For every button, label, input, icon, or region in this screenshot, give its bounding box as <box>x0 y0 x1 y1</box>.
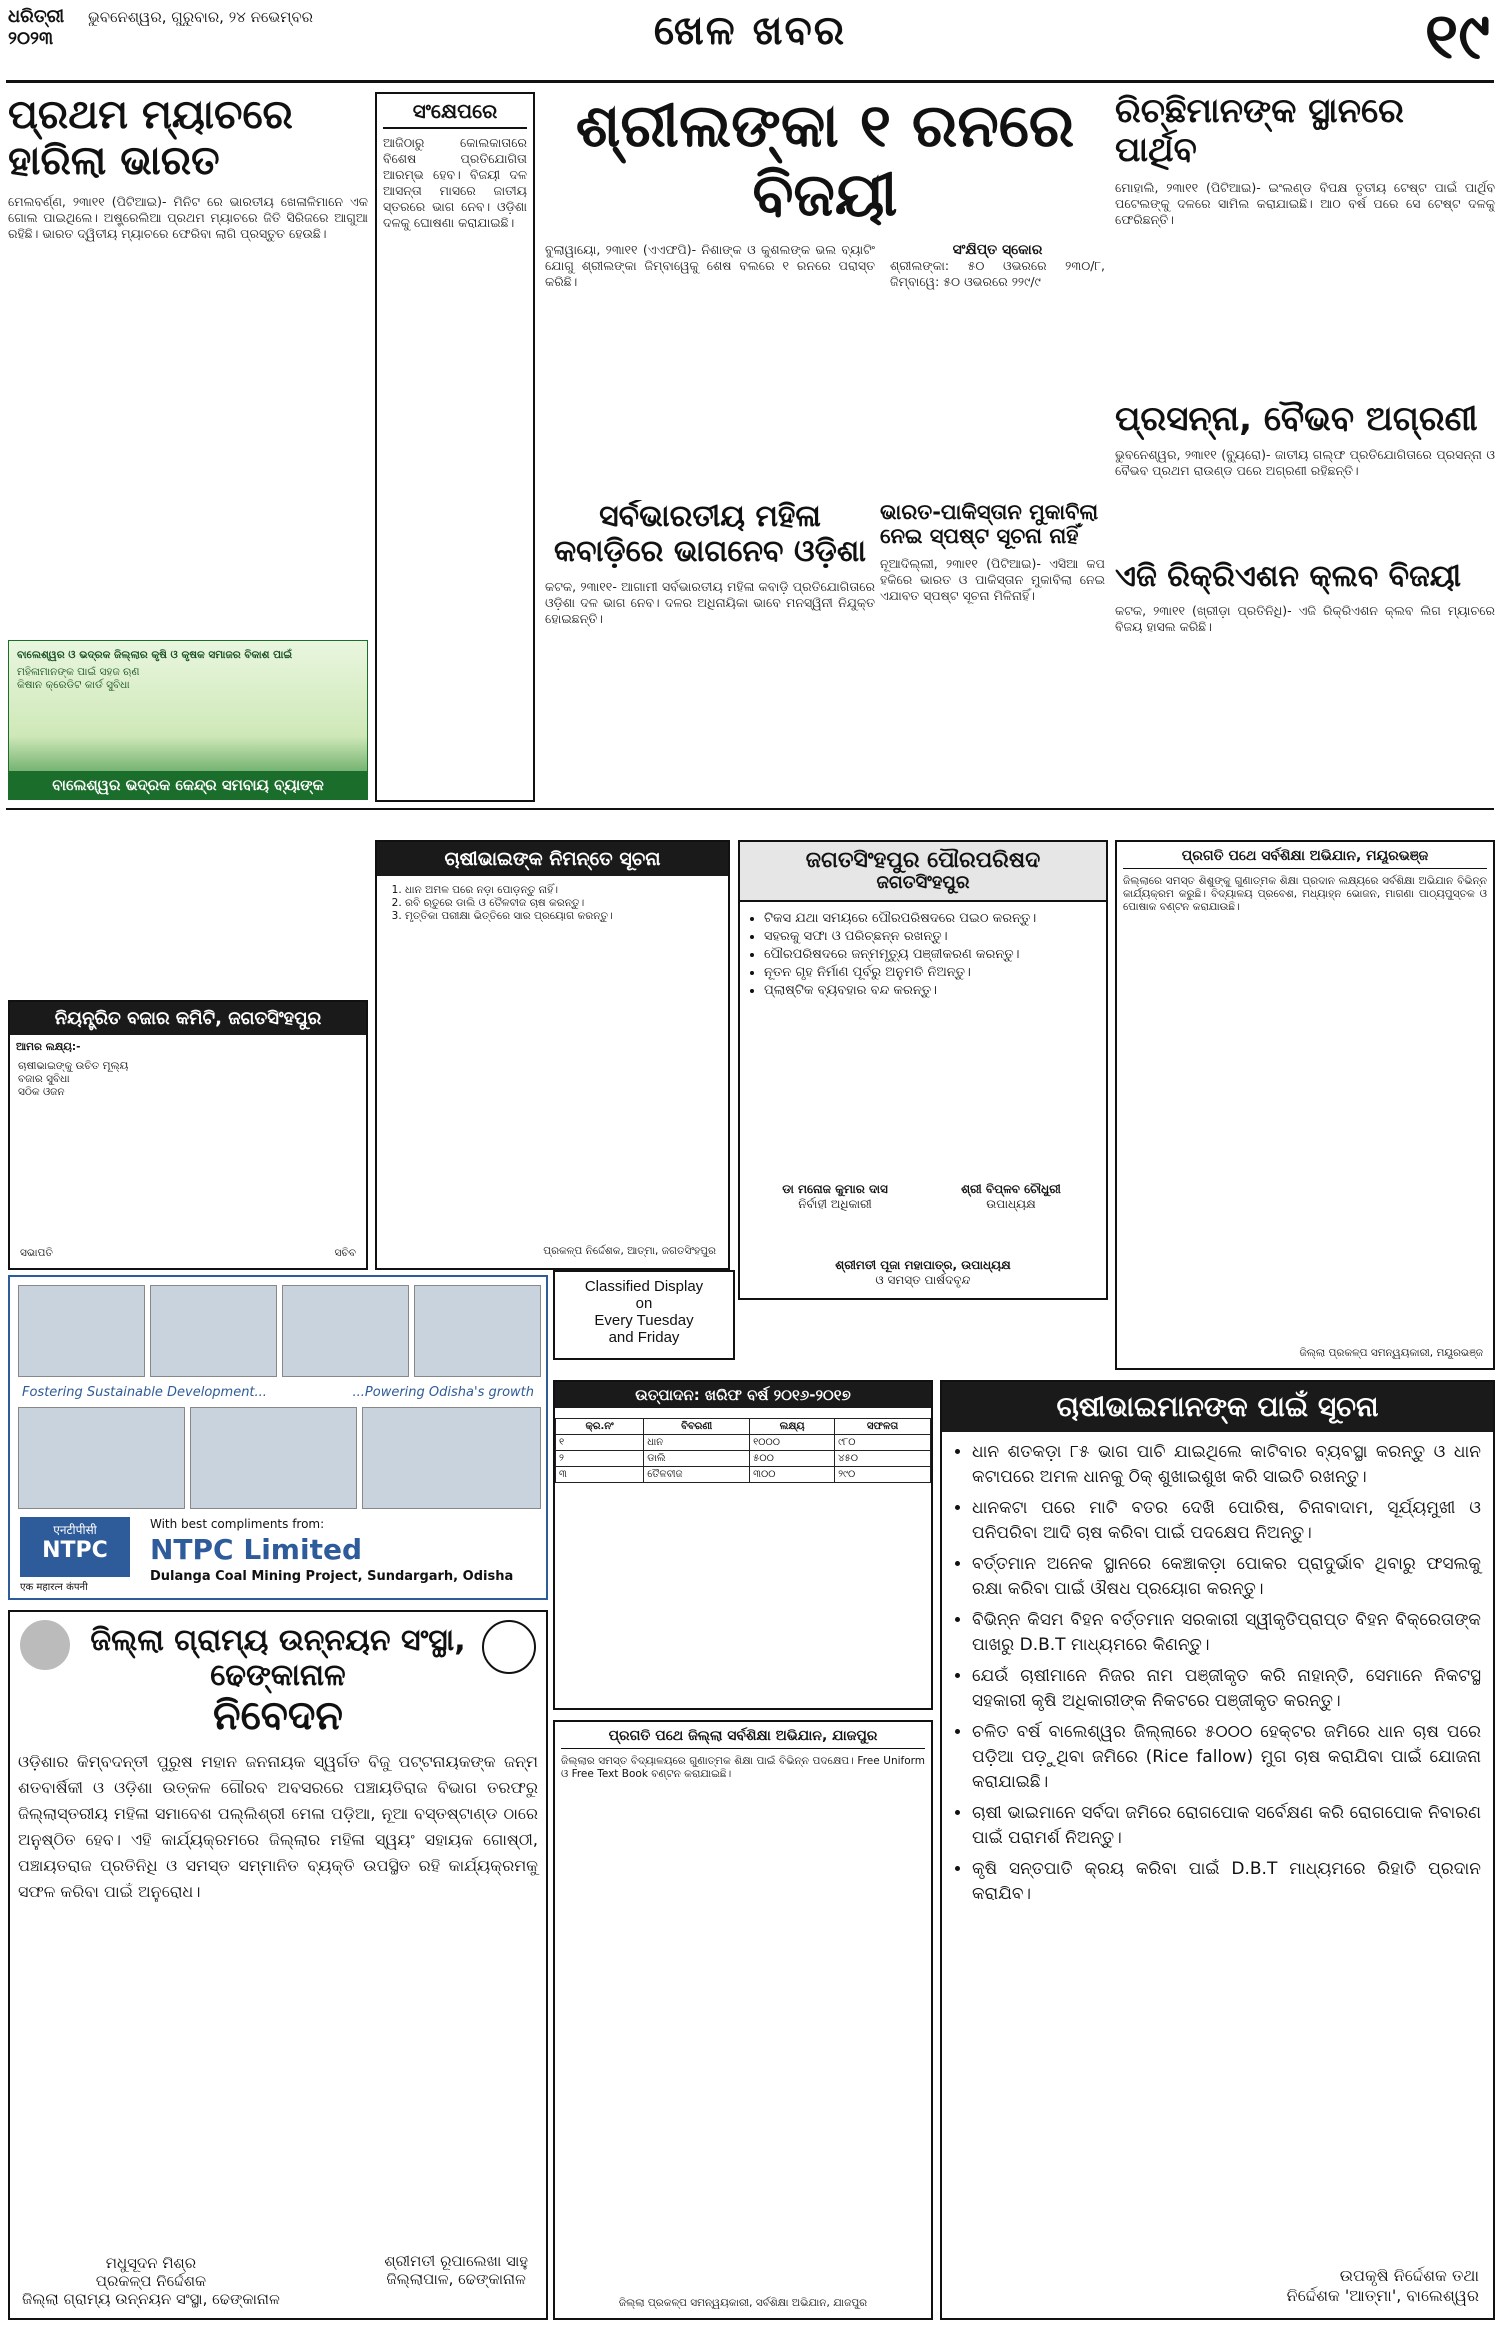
dev-sign-left-org: ଜିଲ୍ଲା ଗ୍ରାମ୍ୟ ଉନ୍ନୟନ ସଂସ୍ଥା, ଢେଙ୍କାନାଳ <box>22 2290 280 2308</box>
masthead-rule <box>6 80 1494 83</box>
kabaddi-headline: ସର୍ବଭାରତୀୟ ମହିଳା କବାଡ଼ିରେ ଭାଗନେବ ଓଡ଼ିଶା <box>553 500 867 569</box>
lead-center-article <box>545 92 1105 492</box>
kharif-header-cell: କ୍ର.ନଂ <box>556 1419 644 1435</box>
prasanna-body: ଭୁବନେଶ୍ୱର, ୨୩ା୧୧ (ବ୍ୟୁରୋ)- ଜାତୀୟ ଗଲ୍ଫ ପ୍ରତିଯୋଗିତାରେ ପ୍ରସନ୍ନା ଓ ବୈଭବ ପ୍ରଥମ ରାଉଣ୍ଡ ପରେ ଅଗ୍ରଣୀ ରହିଛନ୍ତି। <box>1115 447 1495 479</box>
ntpc-photo <box>18 1407 185 1509</box>
farmers-info-signature <box>1287 2266 1479 2306</box>
parishad-sign-3 <box>740 1258 1106 1288</box>
ntpc-ad <box>8 1275 548 1600</box>
pragati-bottom-title: ପ୍ରଗତି ପଥେ ଜିଲ୍ଲା ସର୍ବଶିକ୍ଷା ଅଭିଯାନ, ଯାଜପୁର <box>561 1728 925 1749</box>
classified-line: Classified Display <box>584 1278 704 1295</box>
ntpc-logo: एनटीपीसी NTPC <box>20 1517 130 1577</box>
farmers-notice-box <box>375 840 730 1270</box>
kabaddi-body: କଟକ, ୨୩ା୧୧- ଆଗାମୀ ସର୍ବଭାରତୀୟ ମହିଳା କବାଡ଼ି ପ୍ରତିଯୋଗିତାରେ ଓଡ଼ିଶା ଦଳ ଭାଗ ନେବ। ଦଳର ଅଧିନାୟିକା ଭାବେ ମନସ୍ୱିନୀ ନିଯୁକ୍ତ ହୋଇଛନ୍ତି। <box>545 579 875 626</box>
ntpc-photo <box>414 1285 541 1377</box>
dev-agency-title: ଜିଲ୍ଲା ଗ୍ରାମ୍ୟ ଉନ୍ନୟନ ସଂସ୍ଥା, ଢେଙ୍କାନାଳ <box>90 1623 466 1693</box>
ntpc-company: NTPC Limited <box>150 1533 362 1566</box>
ntpc-compliments: With best compliments from: <box>150 1517 325 1531</box>
farmers-info-title: ଚାଷୀଭାଇମାନଙ୍କ ପାଇଁ ସୂଚନା <box>942 1382 1493 1432</box>
dev-sign-left-name: ମଧୁସୂଦନ ମିଶ୍ର <box>105 2254 197 2272</box>
dateline: ଭୁବନେଶ୍ୱର, ଗୁରୁବାର, ୨୪ ନଭେମ୍ବର <box>88 8 314 26</box>
farmers-info-signature-role: ଉପକୃଷି ନିର୍ଦ୍ଦେଶକ ତଥା <box>1339 2266 1479 2285</box>
ntpc-photo <box>18 1285 145 1377</box>
pragati-top-body: ଜିଲ୍ଲାରେ ସମସ୍ତ ଶିଶୁଙ୍କୁ ଗୁଣାତ୍ମକ ଶିକ୍ଷା ପ୍ରଦାନ ଲକ୍ଷ୍ୟରେ ସର୍ବଶିକ୍ଷା ଅଭିଯାନ ବିଭିନ୍ନ କାର୍ଯ୍ୟକ୍ରମ କରୁଛି। ବିଦ୍ୟାଳୟ ପ୍ରବେଶ, ମଧ୍ୟାହ୍ନ ଭୋଜନ, ମାଗଣା ପାଠ୍ୟପୁସ୍ତକ ଓ ପୋଷାକ ବଣ୍ଟନ କରାଯାଉଛି। <box>1123 875 1487 914</box>
green-ad-top: ବାଲେଶ୍ୱର ଓ ଭଦ୍ରକ ଜିଲ୍ଲାର କୃଷି ଓ କୃଷକ ସମାଜର ବିକାଶ ପାଇଁ <box>17 649 293 661</box>
score-body: ଶ୍ରୀଲଙ୍କା: ୫୦ ଓଭରରେ ୨୩୦/୮, ଜିମ୍ବାୱେ: ୫୦ ଓଭରରେ ୨୨୯/୯ <box>890 258 1105 290</box>
farmers-notice-item: 1. ଧାନ ଅମଳ ପରେ ନଡ଼ା ପୋଡ଼ନ୍ତୁ ନାହିଁ। <box>405 884 718 897</box>
green-ad-line-2: କିଷାନ କ୍ରେଡିଟ କାର୍ଡ ସୁବିଧା <box>17 679 130 691</box>
newspaper-brand: ଧରିତ୍ରୀ ୨୦୨୩ <box>8 6 65 49</box>
classified-line: on <box>635 1295 653 1312</box>
kabaddi-article <box>545 500 875 800</box>
kharif-header-row <box>556 1419 931 1435</box>
farmers-info-item: • ବର୍ତ୍ତମାନ ଅନେକ ସ୍ଥାନରେ କେଞ୍ଚାକଡ଼ା ପୋକର ପ୍ରାଦୁର୍ଭାବ ଥିବାରୁ ଫସଲକୁ ରକ୍ଷା କରିବା ପାଇଁ ଔଷଧ ପ୍ରୟୋଗ କରନ୍ତୁ। <box>972 1552 1481 1602</box>
prasanna-headline: ପ୍ରସନ୍ନା, ବୈଭବ ଅଗ୍ରଣୀ <box>1115 400 1478 439</box>
indpak-body: ନୂଆଦିଲ୍ଲୀ, ୨୩ା୧୧ (ପିଟିଆଇ)- ଏସିଆ କପ ହକିରେ ଭାରତ ଓ ପାକିସ୍ତାନ ମୁକାବିଲା ନେଇ ଏଯାବତ ସ୍ପଷ୍ଟ ସୂଚନା ମିଳିନାହିଁ। <box>880 556 1105 604</box>
parishad-item: • ପୌରପରିଷଦରେ ଜନ୍ମମୃତ୍ୟୁ ପଞ୍ଜୀକରଣ କରନ୍ତୁ। <box>764 946 1096 964</box>
row1-divider <box>6 808 1494 810</box>
farmers-info-box <box>940 1380 1495 2320</box>
ajee-article <box>1115 560 1495 800</box>
ntpc-photo <box>150 1285 277 1377</box>
table-row: ୨ ଡାଲି ୫୦୦ ୪୫୦ <box>556 1451 931 1467</box>
farmers-info-item: • ଧାନକଟା ପରେ ମାଟି ବତର ଦେଖି ପୋରିଷ, ଚିନାବାଦାମ, ସୂର୍ଯ୍ୟମୁଖୀ ଓ ପନିପରିବା ଆଦି ଚାଷ କରିବା ପାଇଁ ପଦକ୍ଷେପ ନିଅନ୍ତୁ। <box>972 1496 1481 1546</box>
farmers-info-item: • କୃଷି ସନ୍ତପାତି କ୍ରୟ କରିବା ପାଇଁ D.B.T ମାଧ୍ୟମରେ ରିହାତି ପ୍ରଦାନ କରାଯିବ। <box>972 1857 1481 1907</box>
market-sign-left: ସଭାପତି <box>20 1247 53 1259</box>
page-number: ୧୯ <box>1424 0 1490 74</box>
farmers-notice-signature: ପ୍ରକଳ୍ପ ନିର୍ଦ୍ଦେଶକ, ଆତ୍ମା, ଜଗତସିଂହପୁର <box>543 1245 716 1257</box>
indpak-headline: ଭାରତ-ପାକିସ୍ତାନ ମୁକାବିଲା ନେଇ ସ୍ପଷ୍ଟ ସୂଚନା ନାହିଁ <box>880 500 1099 549</box>
farmers-notice-item: 3. ମୃତ୍ତିକା ପରୀକ୍ଷା ଭିତ୍ତିରେ ସାର ପ୍ରୟୋଗ କରନ୍ତୁ। <box>405 910 718 923</box>
parishad-sign-1-name: ଡା ମନୋଜ କୁମାର ଦାସ <box>782 1182 888 1196</box>
market-committee-item: ସଠିକ ଓଜନ <box>18 1086 65 1098</box>
classified-line: Every Tuesday <box>594 1312 694 1329</box>
pragati-top-title: ପ୍ରଗତି ପଥେ ସର୍ବଶିକ୍ଷା ଅଭିଯାନ, ମୟୂରଭଞ୍ଜ <box>1123 848 1487 869</box>
lead-right-body: ମୋହାଲି, ୨୩ା୧୧ (ପିଟିଆଇ)- ଇଂଲଣ୍ଡ ବିପକ୍ଷ ତୃତୀୟ ଟେଷ୍ଟ ପାଇଁ ପାର୍ଥିବ ପଟେଲଙ୍କୁ ଦଳରେ ସାମିଲ କରାଯାଇଛି। ଆଠ ବର୍ଷ ପରେ ସେ ଟେଷ୍ଟ ଦଳକୁ ଫେରିଛନ୍ତି। <box>1115 180 1495 228</box>
farmers-info-item: • ବିଭିନ୍ନ କିସମ ବିହନ ବର୍ତ୍ତମାନ ସରକାରୀ ସ୍ୱୀକୃତିପ୍ରାପ୍ତ ବିହନ ବିକ୍ରେତାଙ୍କ ପାଖରୁ D.B.T ମାଧ୍ୟମରେ କିଣନ୍ତୁ। <box>972 1608 1481 1658</box>
ntpc-tag-left: Fostering Sustainable Development... <box>22 1385 267 1400</box>
ajee-headline: ଏଜି ରିକ୍ରିଏଶନ କ୍ଲବ ବିଜୟୀ <box>1115 560 1462 594</box>
parishad-sign-2 <box>926 1182 1096 1212</box>
green-bank-ad <box>8 640 368 800</box>
market-committee-box <box>8 1000 368 1270</box>
farmers-notice-list <box>377 876 728 923</box>
pragati-top-box <box>1115 840 1495 1370</box>
parishad-sign-2-role: ଉପାଧ୍ୟକ୍ଷ <box>986 1197 1036 1211</box>
ntpc-photo <box>362 1407 541 1509</box>
ntpc-photo <box>282 1285 409 1377</box>
market-committee-item: ଚାଷୀଭାଇଙ୍କୁ ଉଚିତ ମୂଲ୍ୟ <box>18 1060 129 1072</box>
dev-sign-left <box>22 2254 280 2308</box>
brief-body: ଆଜିଠାରୁ କୋଲକାତାରେ ବିଶେଷ ପ୍ରତିଯୋଗିତା ଆରମ୍ଭ ହେବ। ବିଜୟୀ ଦଳ ଆସନ୍ତା ମାସରେ ଜାତୀୟ ସ୍ତରରେ ଭାଗ ନେବ। ଓଡ଼ିଶା ଦଳକୁ ଘୋଷଣା କରାଯାଇଛି। <box>383 135 527 230</box>
parishad-item: • ନୂତନ ଗୃହ ନିର୍ମାଣ ପୂର୍ବରୁ ଅନୁମତି ନିଅନ୍ତୁ। <box>764 964 1096 982</box>
classified-box <box>553 1270 735 1360</box>
pragati-top-signature: ଜିଲ୍ଲା ପ୍ରକଳ୍ପ ସମନ୍ୱୟକାରୀ, ମୟୂରଭଞ୍ଜ <box>1299 1347 1483 1359</box>
indpak-article <box>880 500 1105 800</box>
ajee-body: କଟକ, ୨୩ା୧୧ (ଖ୍ରୀଡ଼ା ପ୍ରତିନିଧି)- ଏଜି ରିକ୍ରିଏଶନ କ୍ଲବ ଲିଗ ମ୍ୟାଚରେ ବିଜୟ ହାସଲ କରିଛି। <box>1115 602 1495 634</box>
dev-agency-subtitle: ନିବେଦନ <box>213 1693 343 1739</box>
parishad-item: • ସହରକୁ ସଫା ଓ ପରିଚ୍ଛନ୍ନ ରଖନ୍ତୁ। <box>764 928 1096 946</box>
pragati-bottom-box <box>553 1720 933 2320</box>
parishad-sign-2-name: ଶ୍ରୀ ବିପ୍ଳବ ଚୌଧୁରୀ <box>961 1182 1061 1196</box>
market-committee-subtitle: ଆମର ଲକ୍ଷ୍ୟ:- <box>16 1041 81 1053</box>
dev-agency-body: ଓଡ଼ିଶାର କିମ୍ବଦନ୍ତୀ ପୁରୁଷ ମହାନ ଜନନାୟକ ସ୍ୱର୍ଗତ ବିଜୁ ପଟ୍ଟନାୟକଙ୍କ ଜନ୍ମ ଶତବାର୍ଷିକୀ ଓ ଓଡ଼ିଶା ଉତ୍କଳ ଗୌରବ ଅବସରରେ ପଞ୍ଚାୟତିରାଜ ବିଭାଗ ତରଫରୁ ଜିଲ୍ଲାସ୍ତରୀୟ ମହିଳା ସମାବେଶ ପଲ୍ଲିଶ୍ରୀ ମେଳା ପଡ଼ିଆ, ନୂଆ ବସ୍ତଷ୍ଟାଣ୍ଡ ଠାରେ ଅନୁଷ୍ଠିତ ହେବ। ଏହି କାର୍ଯ୍ୟକ୍ରମରେ ଜିଲ୍ଲାର ମହିଳା ସ୍ୱୟଂ ସହାୟକ ଗୋଷ୍ଠୀ, ପଞ୍ଚାୟତରାଜ ପ୍ରତିନିଧି ଓ ସମସ୍ତ ସମ୍ମାନିତ ବ୍ୟକ୍ତି ଉପସ୍ଥିତ ରହି କାର୍ଯ୍ୟକ୍ରମକୁ ସଫଳ କରିବା ପାଇଁ ଅନୁରୋଧ। <box>18 1752 538 1901</box>
parishad-title: ଜଗତସିଂହପୁର ପୌରପରିଷଦ <box>805 848 1041 873</box>
parishad-sign-3-role: ଓ ସମସ୍ତ ପାର୍ଷଦବୃନ୍ଦ <box>875 1273 971 1287</box>
brief-title: ସଂକ୍ଷେପରେ <box>383 100 527 129</box>
farmers-info-item: • ଧାନ ଶତକଡ଼ା ୮୫ ଭାଗ ପାଚି ଯାଇଥିଲେ କାଟିବାର ବ୍ୟବସ୍ଥା କରନ୍ତୁ ଓ ଧାନ କଟାପରେ ଅମଳ ଧାନକୁ ଠିକ୍ ଶୁଖାଇଶୁଖ କରି ସାଇତି ରଖନ୍ତୁ। <box>972 1440 1481 1490</box>
dev-sign-left-role: ପ୍ରକଳ୍ପ ନିର୍ଦ୍ଦେଶକ <box>95 2272 207 2290</box>
parishad-box <box>738 840 1108 1300</box>
lead-center-headline: ଶ୍ରୀଲଙ୍କା ୧ ରନରେ ବିଜୟୀ <box>575 92 1075 230</box>
green-ad-bank: ବାଲେଶ୍ୱର ଭଦ୍ରକ କେନ୍ଦ୍ର ସମବାୟ ବ୍ୟାଙ୍କ <box>9 771 367 799</box>
parishad-sign-3-name: ଶ୍ରୀମତୀ ପୂଜା ମହାପାତ୍ର, ଉପାଧ୍ୟକ୍ଷ <box>835 1258 1011 1272</box>
farmers-info-signature-org: ନିର୍ଦ୍ଦେଶକ 'ଆତ୍ମା', ବାଲେଶ୍ୱର <box>1286 2286 1479 2305</box>
lead-right-headline: ରିଚ୍ଛିମାନଙ୍କ ସ୍ଥାନରେ ପାର୍ଥିବ <box>1115 92 1404 171</box>
parishad-sign-1 <box>750 1182 920 1212</box>
biju-portrait <box>20 1620 70 1670</box>
dev-sign-right <box>384 2252 528 2288</box>
score-title: ସଂକ୍ଷିପ୍ତ ସ୍କୋର <box>952 242 1043 258</box>
parishad-item: • ପ୍ଲାଷ୍ଟିକ ବ୍ୟବହାର ବନ୍ଦ କରନ୍ତୁ। <box>764 982 1096 1000</box>
parishad-header <box>740 842 1106 902</box>
prasanna-article <box>1115 400 1495 560</box>
emblem-icon <box>482 1620 536 1674</box>
lead-left-headline: ପ୍ରଥମ ମ୍ୟାଚରେ ହାରିଲା ଭାରତ <box>8 92 293 184</box>
pragati-bottom-signature: ଜିଲ୍ଲା ପ୍ରକଳ୍ପ ସମନ୍ୱୟକାରୀ, ସର୍ବଶିକ୍ଷା ଅଭିଯାନ, ଯାଜପୁର <box>618 2297 868 2309</box>
farmers-notice-title: ଚାଷୀଭାଇଙ୍କ ନିମନ୍ତେ ସୂଚନା <box>377 842 728 876</box>
print-registration-strip <box>0 2323 1500 2333</box>
kharif-header-cell: ବିବରଣୀ <box>644 1419 750 1435</box>
parishad-list <box>740 902 1106 1000</box>
pragati-bottom-body: ଜିଲ୍ଲାର ସମସ୍ତ ବିଦ୍ୟାଳୟରେ ଗୁଣାତ୍ମକ ଶିକ୍ଷା ପାଇଁ ବିଭିନ୍ନ ପଦକ୍ଷେପ। Free Uniform ଓ Free Text Book ବଣ୍ଟନ କରାଯାଇଛି। <box>561 1755 925 1781</box>
farmers-info-item: • ଚଳିତ ବର୍ଷ ବାଲେଶ୍ୱର ଜିଲ୍ଲାରେ ୫୦୦୦ ହେକ୍ଟର ଜମିରେ ଧାନ ଚାଷ ପରେ ପଡ଼ିଆ ପଡ଼ୁଥିବା ଜମିରେ (Rice fallow) ମୁଗ ଚାଷ କରାଯିବା ପାଇଁ ଯୋଜନା କରାଯାଇଛି। <box>972 1720 1481 1795</box>
ntpc-tagline: एक महारत्न कंपनी <box>20 1582 88 1593</box>
ntpc-photo <box>190 1407 357 1509</box>
market-sign-right: ସଚିବ <box>334 1247 356 1259</box>
market-committee-title: ନିୟନ୍ତ୍ରିତ ବଜାର କମିଟି, ଜଗତସିଂହପୁର <box>10 1002 366 1035</box>
table-row: ୧ ଧାନ ୧୦୦୦ ୯୮୦ <box>556 1435 931 1451</box>
dev-sign-right-name: ଶ୍ରୀମତୀ ରୂପାଲେଖା ସାହୁ <box>384 2252 528 2270</box>
score-box <box>890 242 1105 290</box>
green-ad-line-1: ମହିଳାମାନଙ୍କ ପାଇଁ ସହଜ ଋଣ <box>17 666 140 678</box>
section-title: ଖେଳ ଖବର <box>653 8 847 54</box>
parishad-item: • ଟିକସ ଯଥା ସମୟରେ ପୌରପରିଷଦରେ ପଇଠ କରନ୍ତୁ। <box>764 910 1096 928</box>
classified-line: and Friday <box>608 1329 680 1346</box>
lead-right-article <box>1115 92 1495 392</box>
dev-sign-right-role: ଜିଲ୍ଲାପାଳ, ଢେଙ୍କାନାଳ <box>386 2270 526 2288</box>
brief-column <box>375 92 535 802</box>
lead-left-body: ମେଲବର୍ଣ୍ଣ, ୨୩ା୧୧ (ପିଟିଆଇ)- ମିନିଟ ରେ ଭାରତୀୟ ଖେଳାଳିମାନେ ଏକ ଗୋଲ ପାଇଥିଲେ। ଅଷ୍ଟ୍ରେଲିଆ ପ୍ରଥମ ମ୍ୟାଚରେ ଜିତି ସିରିଜରେ ଆଗୁଆ ରହିଛି। ଭାରତ ଦ୍ୱିତୀୟ ମ୍ୟାଚରେ ଫେରିବା ଲାଗି ପ୍ରସ୍ତୁତ ହେଉଛି। <box>8 194 368 241</box>
kharif-table <box>555 1418 931 1483</box>
kharif-title: ଉତ୍ପାଦନ: ଖରିଫ ବର୍ଷ ୨୦୧୬-୨୦୧୭ <box>555 1382 931 1408</box>
ntpc-project: Dulanga Coal Mining Project, Sundargarh, Odisha <box>150 1569 514 1584</box>
kharif-header-cell: ସଫଳତା <box>835 1419 931 1435</box>
kharif-header-cell: ଲକ୍ଷ୍ୟ <box>750 1419 835 1435</box>
farmers-notice-item: 2. ରବି ଋତୁରେ ଡାଲି ଓ ତୈଳବୀଜ ଚାଷ କରନ୍ତୁ। <box>405 897 718 910</box>
parishad-sign-1-role: ନିର୍ବାହୀ ଅଧିକାରୀ <box>798 1197 872 1211</box>
lead-center-body: ବୁଲାୱାୟୋ, ୨୩ା୧୧ (ଏଏଫପି)- ନିଶାଙ୍କ ଓ କୁଶଲଙ୍କ ଭଲ ବ୍ୟାଟିଂ ଯୋଗୁ ଶ୍ରୀଲଙ୍କା ଜିମ୍ବାୱେକୁ ଶେଷ ବଲରେ ୧ ରନରେ ପରାସ୍ତ କରିଛି। <box>545 242 875 289</box>
kharif-box <box>553 1380 933 1710</box>
market-committee-item: ବଜାର ସୁବିଧା <box>18 1073 70 1085</box>
farmers-info-list <box>942 1432 1493 1907</box>
parishad-subtitle: ଜଗତସିଂହପୁର <box>876 872 970 894</box>
farmers-info-item: • ଯେଉଁ ଚାଷୀମାନେ ନିଜର ନାମ ପଞ୍ଜୀକୃତ କରି ନାହାନ୍ତି, ସେମାନେ ନିକଟସ୍ଥ ସହକାରୀ କୃଷି ଅଧିକାରୀଙ୍କ ନିକଟରେ ପଞ୍ଜୀକୃତ କରନ୍ତୁ। <box>972 1664 1481 1714</box>
dev-agency-box <box>8 1610 548 2320</box>
table-row: ୩ ତୈଳବୀଜ ୩୦୦ ୨୯୦ <box>556 1467 931 1483</box>
ntpc-tag-right: ...Powering Odisha's growth <box>352 1385 534 1400</box>
farmers-info-item: • ଚାଷୀ ଭାଇମାନେ ସର୍ବଦା ଜମିରେ ରୋଗପୋକ ସର୍ବେକ୍ଷଣ କରି ରୋଗପୋକ ନିବାରଣ ପାଇଁ ପରାମର୍ଶ ନିଅନ୍ତୁ। <box>972 1801 1481 1851</box>
